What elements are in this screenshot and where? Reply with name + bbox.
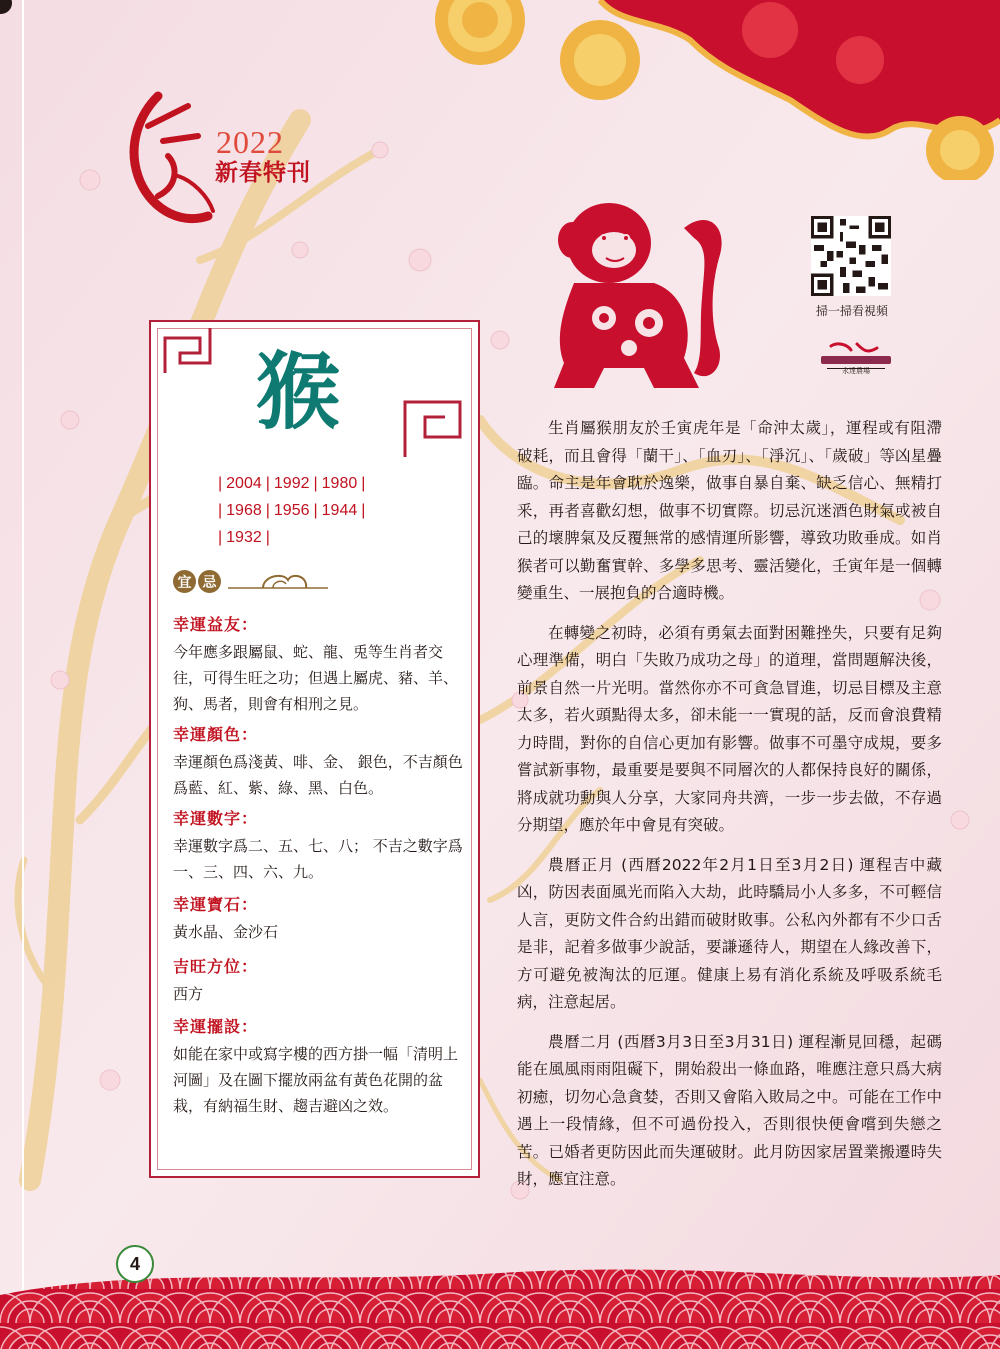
section-title: 幸運數字： (173, 809, 259, 828)
section-text: 西方 (173, 985, 204, 1003)
year-item: 2004 (226, 475, 262, 492)
section-lucky-direction (173, 954, 463, 1007)
years-row-2: | 1968 | 1956 | 1944 | (218, 502, 366, 519)
section-text: 今年應多跟屬鼠、蛇、龍、兎等生肖者交往，可得生旺之功；但遇上屬虎、豬、羊、狗、馬者，則會有相刑之見。 (173, 643, 459, 713)
cloud-ornament-icon (228, 566, 328, 596)
farm-logo-text: 永達農場 (842, 367, 870, 375)
tiger-calligraphy-logo (118, 86, 228, 236)
section-lucky-friends (173, 612, 463, 717)
body-paragraph: 在轉變之初時，必須有勇氣去面對困難挫失，只要有足夠心理準備，明白「失敗乃成功之母」的道理，當問題解決後，前景自然一片光明。當然你亦不可貪急冒進，切忌目標及主意太多，若火頭點得太多，卻未能一一實現的話，反而會浪費精力時間，對你的自信心更加有影響。做事不可墨守成規，要多嘗試新事物，最重要是要與不同層次的人都保持良好的關係，將成就功勳與人分享，大家同舟共濟，一步一步去做，不存過分期望，應於年中會見有突破。 (517, 623, 942, 834)
year-item: 1956 (273, 502, 310, 519)
section-lucky-gems (173, 892, 463, 945)
section-text: 幸運顏色爲淺黃、啡、金、 銀色，不吉顏色爲藍、紅、紫、綠、黑、白色。 (173, 753, 463, 797)
auspicious-clouds-decoration (420, 0, 1000, 180)
section-text: 幸運數字爲二、五、七、八； 不吉之數字爲一、三、四、六、九。 (173, 837, 463, 881)
section-title: 幸運顏色： (173, 725, 259, 744)
years-row-1: | 2004 | 1992 | 1980 | (218, 475, 366, 492)
section-text: 如能在家中或寫字樓的西方掛一幅「清明上河圖」及在圖下擺放兩盆有黃色花開的盆栽，有納福生財、趨吉避凶之效。 (173, 1045, 459, 1115)
years-row-3: | 1932 | (218, 529, 270, 546)
year-item: 1944 (321, 502, 358, 519)
section-title: 幸運寶石： (173, 895, 259, 914)
section-title: 幸運益友： (173, 615, 259, 634)
page-number: 4 (116, 1245, 154, 1283)
ji-badge: 忌 (198, 570, 221, 593)
fret-corner-top-left (160, 318, 220, 378)
issue-title: 新春特刊 (215, 159, 311, 186)
section-title: 吉旺方位： (173, 957, 259, 976)
yi-badge: 宜 (173, 570, 196, 593)
body-paragraph: 農曆二月 (西曆3月3日至3月31日) 運程漸見回穩，起碼能在風風雨雨阻礙下，開始殺出一條血路，唯應注意只爲大病初癒，切勿心急貪婪，否則又會陷入敗局之中。可能在工作中遇上一段情緣，但不可過份投入，否則很快便會嚐到失戀之苦。已婚者更防因此而失運破財。此月防因家居置業搬遷時失財，應宜注意。 (517, 1032, 942, 1188)
article-body (517, 415, 942, 1206)
monkey-papercut-illustration (534, 188, 734, 393)
body-paragraph: 生肖屬猴朋友於壬寅虎年是「命沖太歲」，運程或有阻滯破耗，而且會得「蘭干」、「血刃」、「淨沉」、「歲破」等凶星疊臨。命主是年會耽於逸樂，做事自暴自棄、缺乏信心、無精打釆，再者喜歡幻想，做事不切實際。切忌沉迷酒色財氣或被自己的壞脾氣及反覆無常的感情運所影響，導致功敗垂成。如肖猴者可以勤奮實幹、多學多思考、靈活變化，壬寅年是一個轉變重生、一展抱負的合適時機。 (517, 419, 942, 602)
year-item: 1992 (273, 475, 310, 492)
issue-year: 2022 (216, 124, 284, 160)
year-item: 1980 (321, 475, 358, 492)
year-item: 1932 (226, 529, 262, 546)
qr-code[interactable] (811, 216, 891, 296)
section-text: 黃水晶、金沙石 (173, 923, 279, 941)
section-title: 幸運擺設： (173, 1017, 259, 1036)
year-item: 1968 (226, 502, 262, 519)
birth-years (214, 470, 414, 551)
page-edge-rule (22, 0, 24, 1349)
yi-ji-badges (173, 570, 221, 593)
zodiac-sign-character: 猴 (256, 342, 341, 441)
fret-corner-right (400, 392, 470, 462)
section-lucky-decor (173, 1014, 463, 1119)
section-lucky-colors (173, 722, 463, 801)
section-lucky-numbers (173, 806, 463, 885)
body-paragraph: 農曆正月 (西曆2022年2月1日至3月2日) 運程吉中藏凶，防因表面風光而陷入大劫，此時驕局小人多多，不可輕信人言，更防文件合約出錯而破財敗事。公私內外都有不少口舌是非，記着多做事少說話，要謙遜待人，期望在人緣改善下，方可避免被淘汰的厄運。健康上易有消化系統及呼吸系統毛病，注意起居。 (517, 855, 942, 1011)
qr-caption: 掃一掃看視頻 (815, 304, 888, 318)
